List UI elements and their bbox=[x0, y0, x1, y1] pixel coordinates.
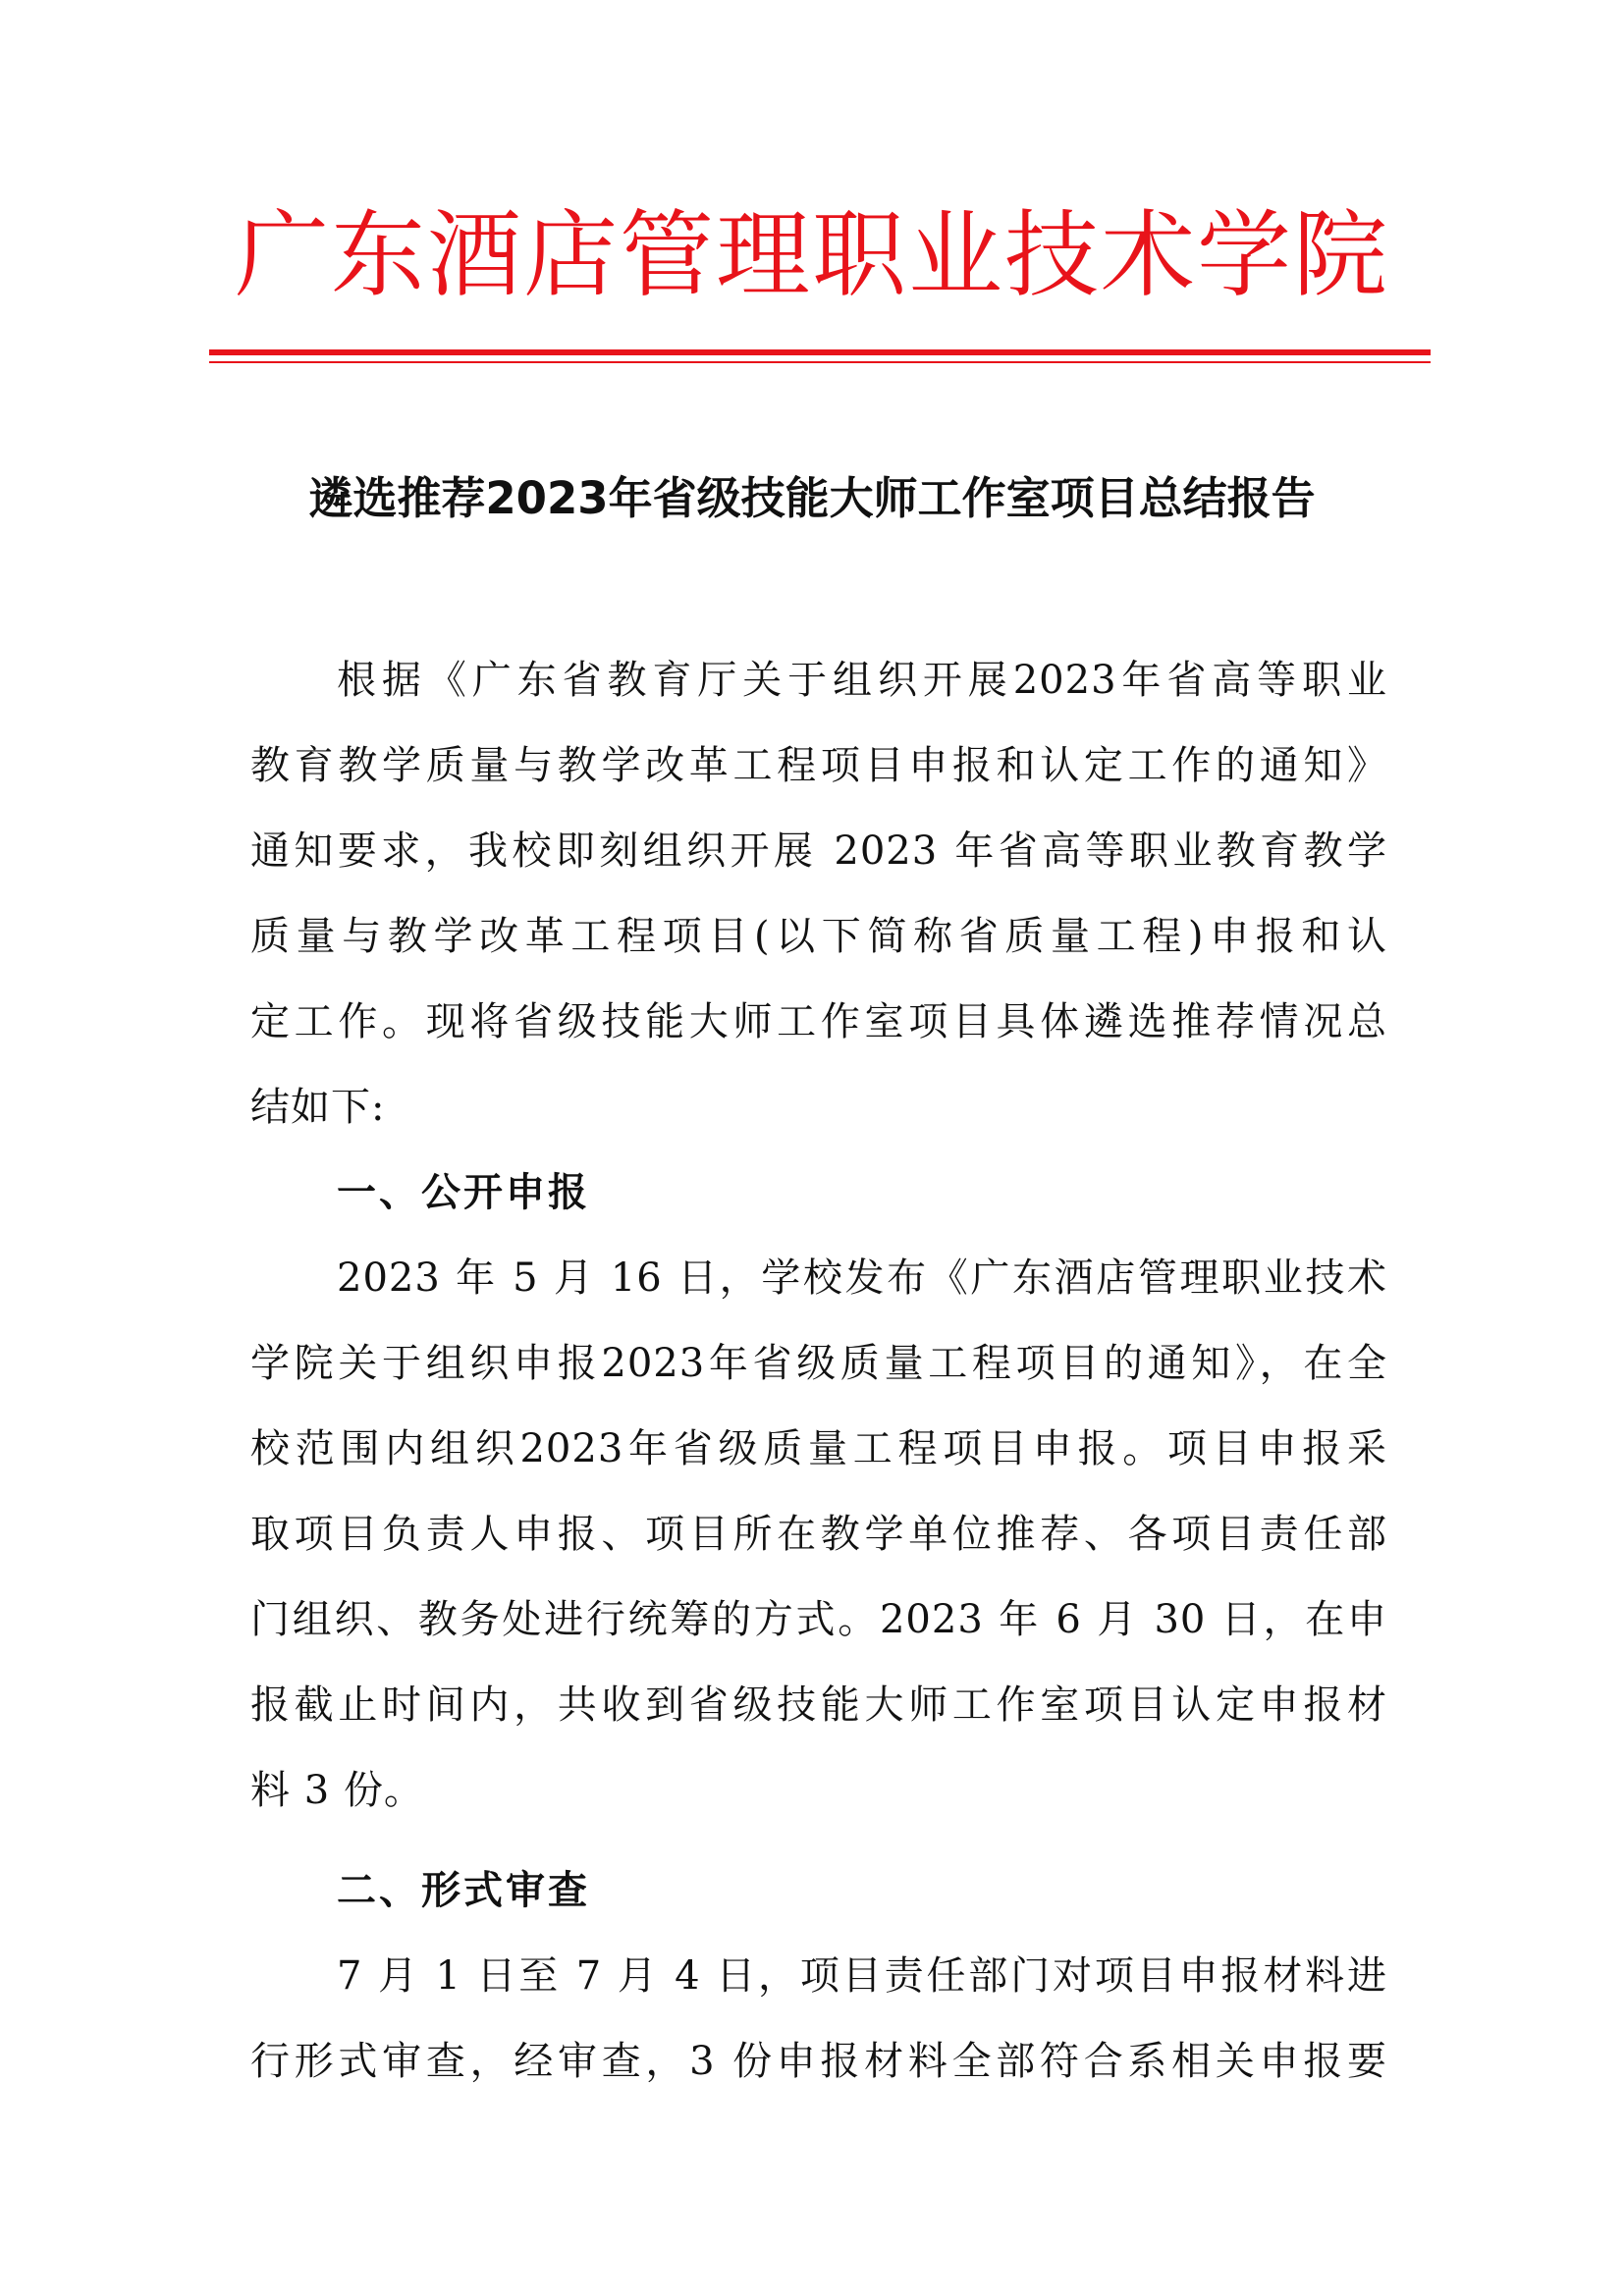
section1-paragraph bbox=[250, 1236, 1387, 1834]
document-title: 遴选推荐2023年省级技能大师工作室项目总结报告 bbox=[308, 472, 1316, 524]
paragraph-line: 学院关于组织申报2023年省级质量工程项目的通知》，在全 bbox=[250, 1341, 1387, 1386]
paragraph-line: 校范围内组织2023年省级质量工程项目申报。项目申报采 bbox=[250, 1426, 1387, 1471]
paragraph-line: 取项目负责人申报、项目所在教学单位推荐、各项目责任部 bbox=[250, 1512, 1387, 1557]
institution-letterhead: 广东酒店管理职业技术学院 bbox=[235, 200, 1389, 310]
paragraph-line: 2023 年 5 月 16 日，学校发布《广东酒店管理职业技术 bbox=[337, 1255, 1387, 1301]
paragraph-line: 报截止时间内，共收到省级技能大师工作室项目认定申报材 bbox=[250, 1682, 1387, 1728]
document-body bbox=[250, 638, 1387, 2105]
section-heading: 一、公开申报 bbox=[337, 1170, 590, 1215]
letterhead-rule-thin bbox=[209, 361, 1431, 363]
paragraph-line: 根据《广东省教育厅关于组织开展2023年省高等职业 bbox=[337, 658, 1387, 703]
section2-paragraph bbox=[250, 1934, 1387, 2105]
intro-paragraph bbox=[250, 638, 1387, 1150]
section-spacer bbox=[250, 1834, 1387, 1848]
paragraph-line: 7 月 1 日至 7 月 4 日，项目责任部门对项目申报材料进 bbox=[337, 1953, 1387, 1999]
paragraph-line: 教育教学质量与教学改革工程项目申报和认定工作的通知》 bbox=[250, 743, 1387, 788]
paragraph-line: 行形式审查，经审查，3 份申报材料全部符合系相关申报要 bbox=[250, 2039, 1387, 2084]
section-heading: 二、形式审查 bbox=[337, 1868, 590, 1913]
paragraph-line: 结如下: bbox=[250, 1085, 386, 1130]
paragraph-line: 定工作。现将省级技能大师工作室项目具体遴选推荐情况总 bbox=[250, 999, 1387, 1044]
paragraph-line: 门组织、教务处进行统筹的方式。2023 年 6 月 30 日，在申 bbox=[250, 1597, 1387, 1642]
paragraph-line: 通知要求，我校即刻组织开展 2023 年省高等职业教育教学 bbox=[250, 828, 1387, 874]
paragraph-line: 质量与教学改革工程项目(以下简称省质量工程)申报和认 bbox=[250, 914, 1387, 959]
paragraph-line: 料 3 份。 bbox=[250, 1768, 424, 1813]
letterhead-rule-thick bbox=[209, 349, 1431, 355]
